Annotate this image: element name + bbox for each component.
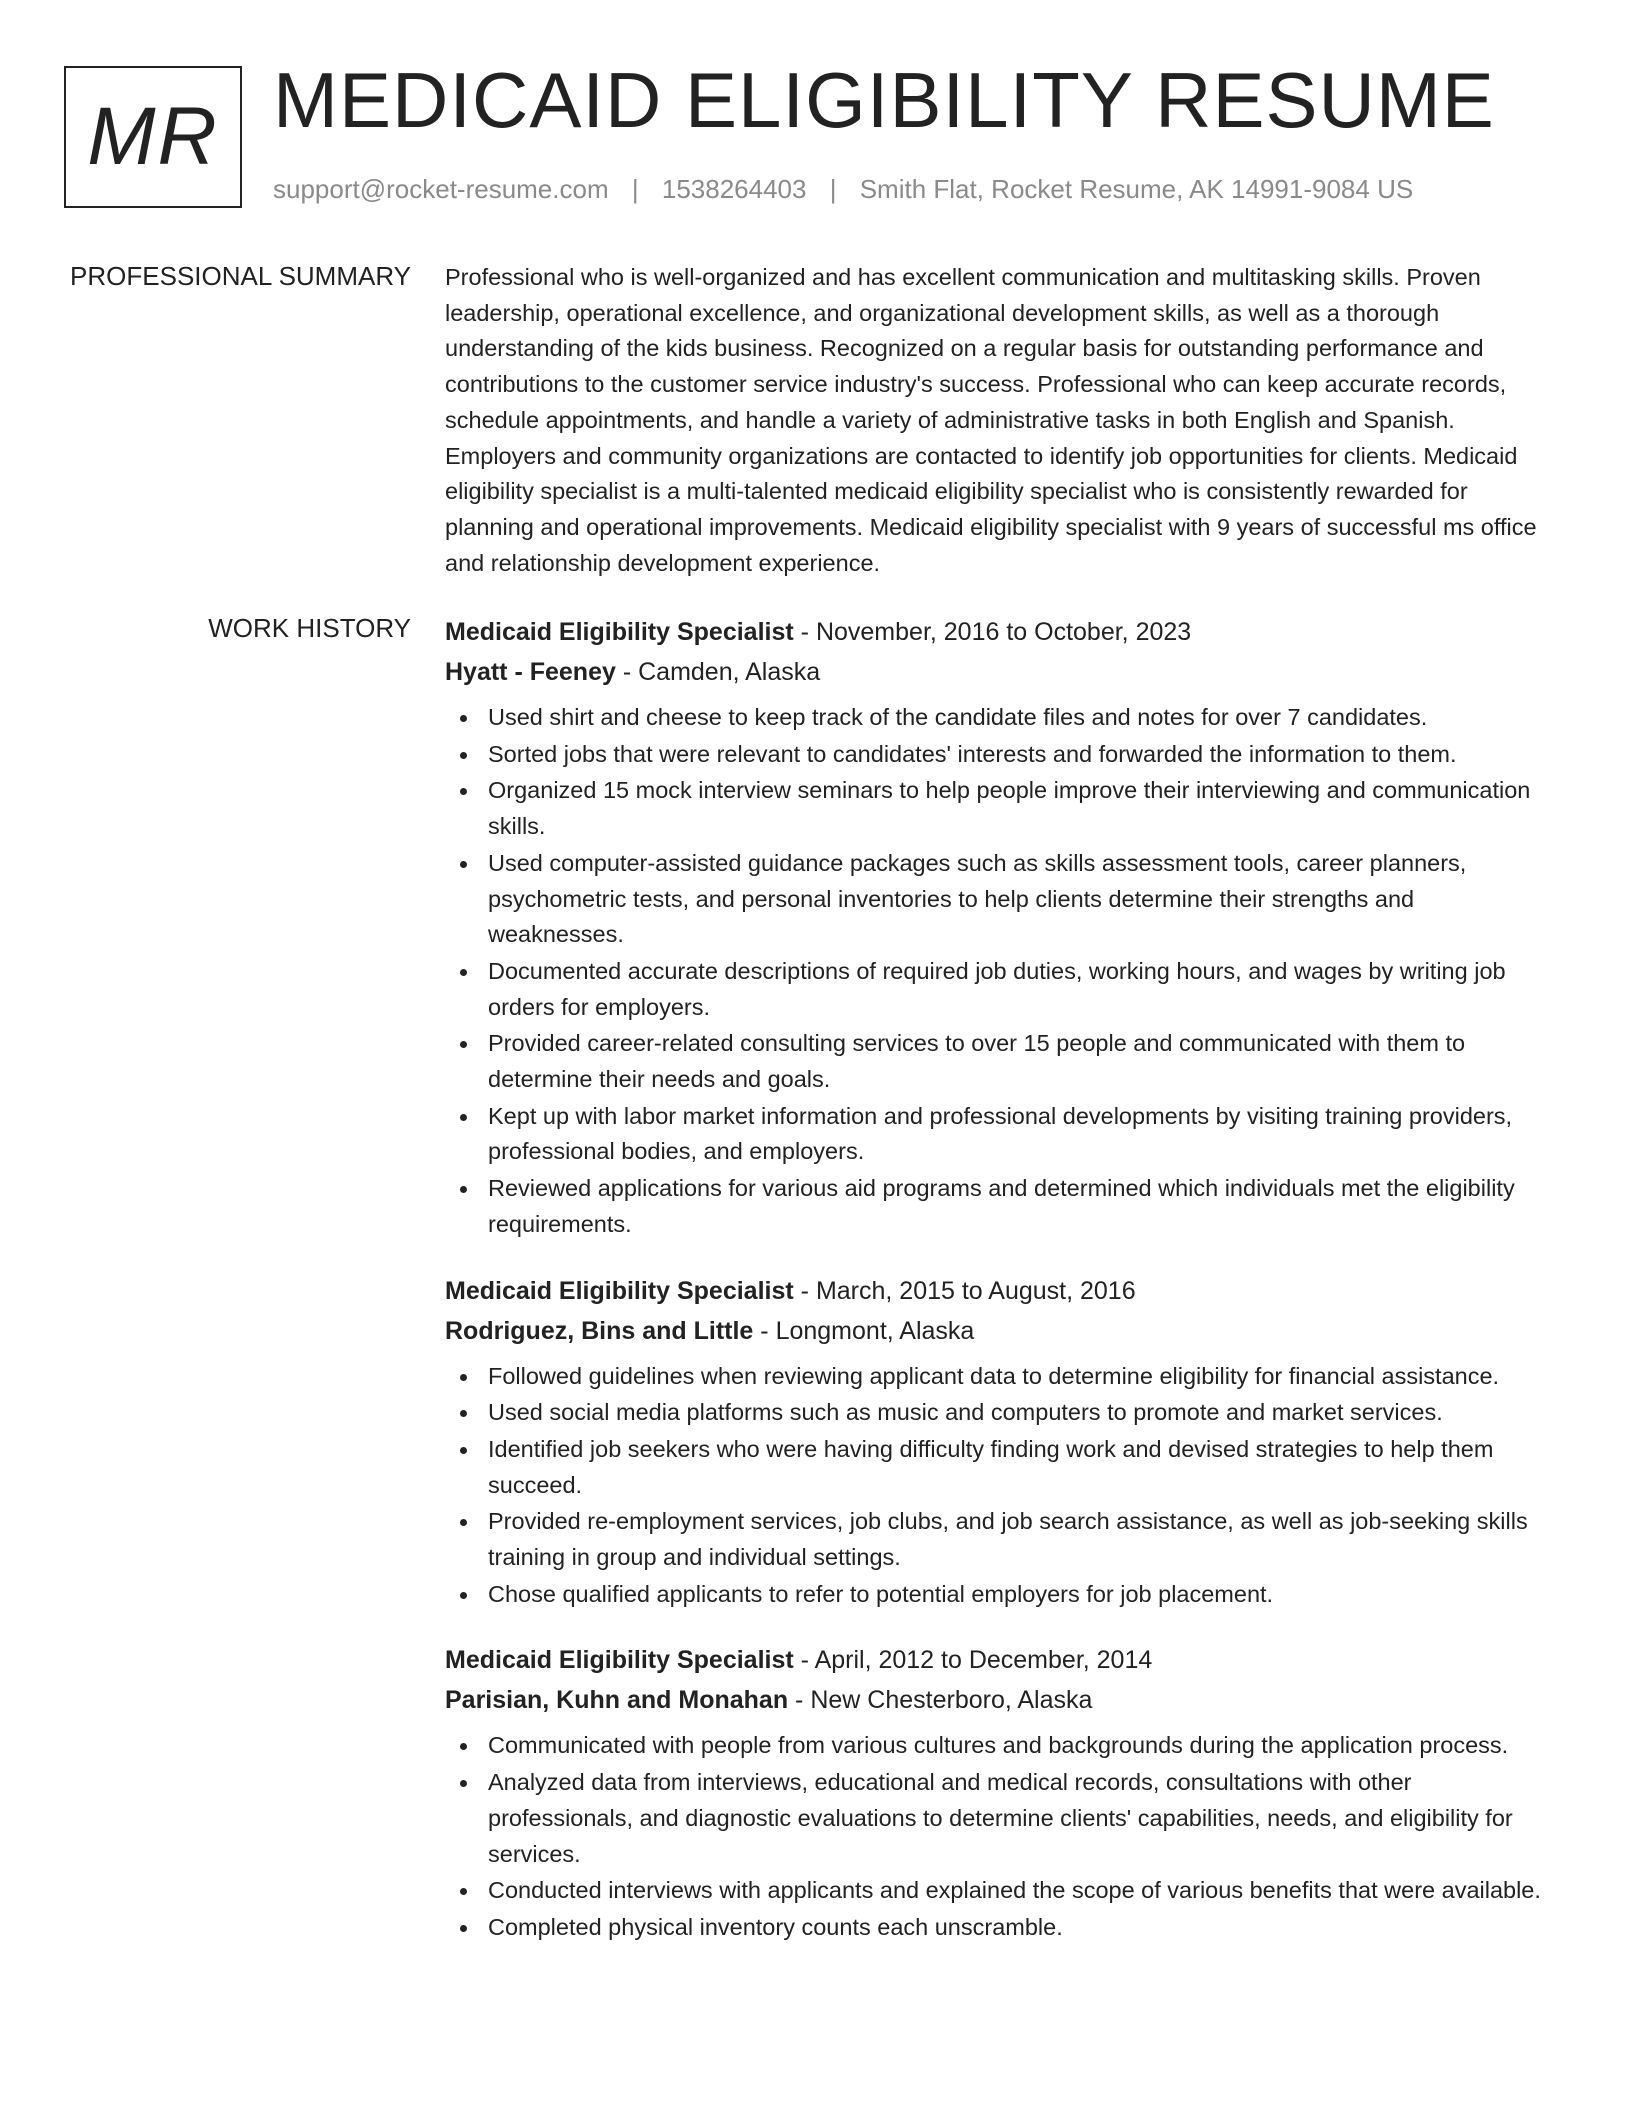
contact-line bbox=[273, 174, 1413, 205]
work-history-body bbox=[445, 612, 1555, 1974]
section-label-work-history: WORK HISTORY bbox=[208, 613, 411, 643]
job-bullet: Used shirt and cheese to keep track of the candidate files and notes for over 7 candidates. bbox=[488, 700, 1555, 736]
job-title: Medicaid Eligibility Specialist bbox=[445, 1276, 794, 1305]
job-company: Hyatt - Feeney bbox=[445, 658, 616, 686]
job-bullet: Sorted jobs that were relevant to candidates' interests and forwarded the information to them. bbox=[488, 737, 1555, 773]
monogram-box bbox=[64, 66, 242, 208]
job-company-line bbox=[445, 1680, 1555, 1720]
job-bullet: Used computer-assisted guidance packages such as skills assessment tools, career planners, psychometric tests, and personal inventories to help clients determine their strengths and weaknesses. bbox=[488, 846, 1555, 953]
job-bullet: Chose qualified applicants to refer to potential employers for job placement. bbox=[488, 1577, 1555, 1613]
job-bullet: Kept up with labor market information and professional developments by visiting training providers, professional bodies, and employers. bbox=[488, 1099, 1555, 1170]
contact-separator: | bbox=[631, 174, 639, 204]
job-location: - New Chesterboro, Alaska bbox=[795, 1686, 1093, 1715]
job-entry bbox=[445, 612, 1555, 1243]
job-bullet: Identified job seekers who were having difficulty finding work and devised strategies to help them succeed. bbox=[488, 1432, 1555, 1503]
summary-text: Professional who is well-organized and has excellent communication and multitasking skills. Proven leadership, operational excellence, and organizational development skills, as well as a thorough understanding of the kids business. Recognized on a regular basis for outstanding performance and contributions to the customer service industry's success. Professional who can keep accurate records, schedule appointments, and handle a variety of administrative tasks in both English and Spanish. Employers and community organizations are contacted to identify job opportunities for clients. Medicaid eligibility specialist is a multi-talented medicaid eligibility specialist who is consistently rewarded for planning and operational improvements. Medicaid eligibility specialist with 9 years of successful ms office and relationship development experience. bbox=[445, 264, 1537, 576]
job-bullet: Provided re-employment services, job clubs, and job search assistance, as well as job-seeking skills training in group and individual settings. bbox=[488, 1504, 1555, 1575]
job-bullet: Reviewed applications for various aid programs and determined which individuals met the eligibility requirements. bbox=[488, 1171, 1555, 1242]
job-bullet: Conducted interviews with applicants and explained the scope of various benefits that were available. bbox=[488, 1873, 1555, 1909]
contact-address: Smith Flat, Rocket Resume, AK 14991-9084 US bbox=[859, 174, 1414, 204]
job-bullet: Provided career-related consulting services to over 15 people and communicated with them to determine their needs and goals. bbox=[488, 1026, 1555, 1097]
monogram-initials: MR bbox=[87, 91, 219, 182]
job-location: - Camden, Alaska bbox=[622, 658, 821, 686]
job-dates: - November, 2016 to October, 2023 bbox=[800, 618, 1192, 646]
job-location: - Longmont, Alaska bbox=[760, 1316, 975, 1345]
job-title-line bbox=[445, 612, 1555, 652]
job-title-line bbox=[445, 1640, 1555, 1680]
job-bullet: Completed physical inventory counts each unscramble. bbox=[488, 1910, 1555, 1946]
section-label-summary: PROFESSIONAL SUMMARY bbox=[70, 261, 411, 291]
contact-phone: 1538264403 bbox=[661, 174, 807, 204]
resume-title: MEDICAID ELIGIBILITY RESUME bbox=[273, 56, 1495, 144]
job-company-line bbox=[445, 1311, 1555, 1351]
job-title-line bbox=[445, 1271, 1555, 1311]
job-bullets bbox=[445, 1359, 1555, 1613]
job-dates: - March, 2015 to August, 2016 bbox=[800, 1276, 1136, 1305]
job-company: Parisian, Kuhn and Monahan bbox=[445, 1686, 789, 1715]
contact-email: support@rocket-resume.com bbox=[273, 174, 609, 204]
job-entry bbox=[445, 1271, 1555, 1613]
job-company-line bbox=[445, 652, 1555, 692]
job-bullet: Communicated with people from various cultures and backgrounds during the application process. bbox=[488, 1728, 1555, 1764]
job-bullet: Organized 15 mock interview seminars to help people improve their interviewing and communication skills. bbox=[488, 773, 1555, 844]
contact-separator: | bbox=[829, 174, 837, 204]
job-bullets bbox=[445, 700, 1555, 1243]
job-bullet: Followed guidelines when reviewing applicant data to determine eligibility for financial assistance. bbox=[488, 1359, 1555, 1395]
job-title: Medicaid Eligibility Specialist bbox=[445, 618, 794, 646]
job-bullet: Used social media platforms such as music and computers to promote and market services. bbox=[488, 1395, 1555, 1431]
job-title: Medicaid Eligibility Specialist bbox=[445, 1646, 794, 1675]
summary-body bbox=[445, 260, 1555, 581]
job-bullets bbox=[445, 1728, 1555, 1945]
job-company: Rodriguez, Bins and Little bbox=[445, 1316, 754, 1345]
job-bullet: Documented accurate descriptions of required job duties, working hours, and wages by writing job orders for employers. bbox=[488, 954, 1555, 1025]
job-entry bbox=[445, 1640, 1555, 1945]
job-dates: - April, 2012 to December, 2014 bbox=[800, 1646, 1153, 1675]
job-bullet: Analyzed data from interviews, educational and medical records, consultations with other professionals, and diagnostic evaluations to determine clients' capabilities, needs, and eligibility for services. bbox=[488, 1765, 1555, 1872]
